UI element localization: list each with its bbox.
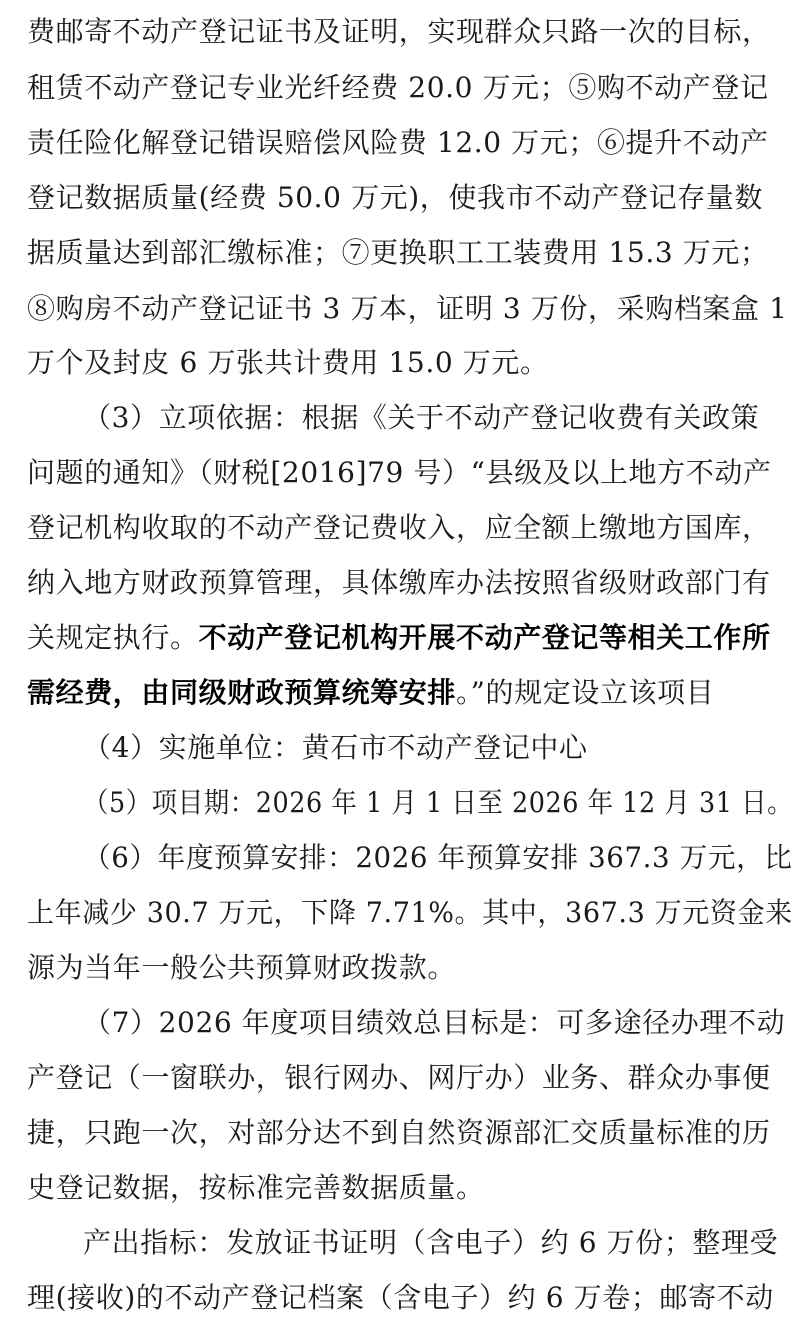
section-heading-implementer: （4）实施单位：黄石市不动产登记中心 bbox=[83, 731, 588, 764]
paragraph-line: 费邮寄不动产登记证书及证明，实现群众只路一次的目标， bbox=[27, 15, 771, 48]
paragraph-line: 登记数据质量(经费 50.0 万元)，使我市不动产登记存量数 bbox=[27, 181, 763, 214]
regular-text: 关规定执行。 bbox=[27, 621, 199, 654]
section-heading-performance-goal: （7）2026 年度项目绩效总目标是：可多途径办理不动 bbox=[83, 1006, 786, 1039]
paragraph-line: 责任险化解登记错误赔偿风险费 12.0 万元；⑥提升不动产 bbox=[27, 126, 769, 159]
bold-quoted-text: 需经费，由同级财政预算统筹安排 bbox=[27, 676, 457, 709]
output-indicators-line: 产出指标：发放证书证明（含电子）约 6 万份；整理受 bbox=[83, 1226, 779, 1259]
paragraph-line: 捷，只跑一次，对部分达不到自然资源部汇交质量标准的历 bbox=[27, 1116, 771, 1149]
bold-quoted-text: 不动产登记机构开展不动产登记等相关工作所 bbox=[198, 621, 771, 654]
paragraph-line: ⑧购房不动产登记证书 3 万本，证明 3 万份，采购档案盒 1 bbox=[27, 292, 788, 325]
regular-text: 。”的规定设立该项目 bbox=[456, 676, 715, 709]
paragraph-line: 登记机构收取的不动产登记费收入，应全额上缴地方国库， bbox=[27, 511, 771, 544]
paragraph-line: 租赁不动产登记专业光纤经费 20.0 万元；⑤购不动产登记 bbox=[27, 71, 769, 104]
paragraph-line: 万个及封皮 6 万张共计费用 15.0 万元。 bbox=[27, 346, 549, 379]
paragraph-line: 据质量达到部汇缴标准；⑦更换职工工装费用 15.3 万元； bbox=[27, 236, 769, 269]
paragraph-line-mixed bbox=[27, 618, 771, 658]
section-heading-project-period: （5）项目期：2026 年 1 月 1 日至 2026 年 12 月 31 日。 bbox=[83, 786, 794, 819]
paragraph-line: 上年减少 30.7 万元，下降 7.71%。其中，367.3 万元资金来 bbox=[27, 896, 793, 929]
paragraph-line: 纳入地方财政预算管理，具体缴库办法按照省级财政部门有 bbox=[27, 566, 771, 599]
section-heading-basis: （3）立项依据：根据《关于不动产登记收费有关政策 bbox=[83, 401, 760, 434]
paragraph-line: 史登记数据，按标准完善数据质量。 bbox=[27, 1171, 485, 1204]
paragraph-line: 理(接收)的不动产登记档案（含电子）约 6 万卷；邮寄不动 bbox=[27, 1281, 774, 1314]
paragraph-line: 产登记（一窗联办，银行网办、网厅办）业务、群众办事便 bbox=[27, 1061, 771, 1094]
paragraph-line: 源为当年一般公共预算财政拨款。 bbox=[27, 951, 457, 984]
paragraph-line-mixed bbox=[27, 673, 714, 713]
section-heading-budget: （6）年度预算安排：2026 年预算安排 367.3 万元，比 bbox=[83, 841, 793, 874]
paragraph-line: 问题的通知》（财税[2016]79 号）“县级及以上地方不动产 bbox=[27, 456, 772, 489]
